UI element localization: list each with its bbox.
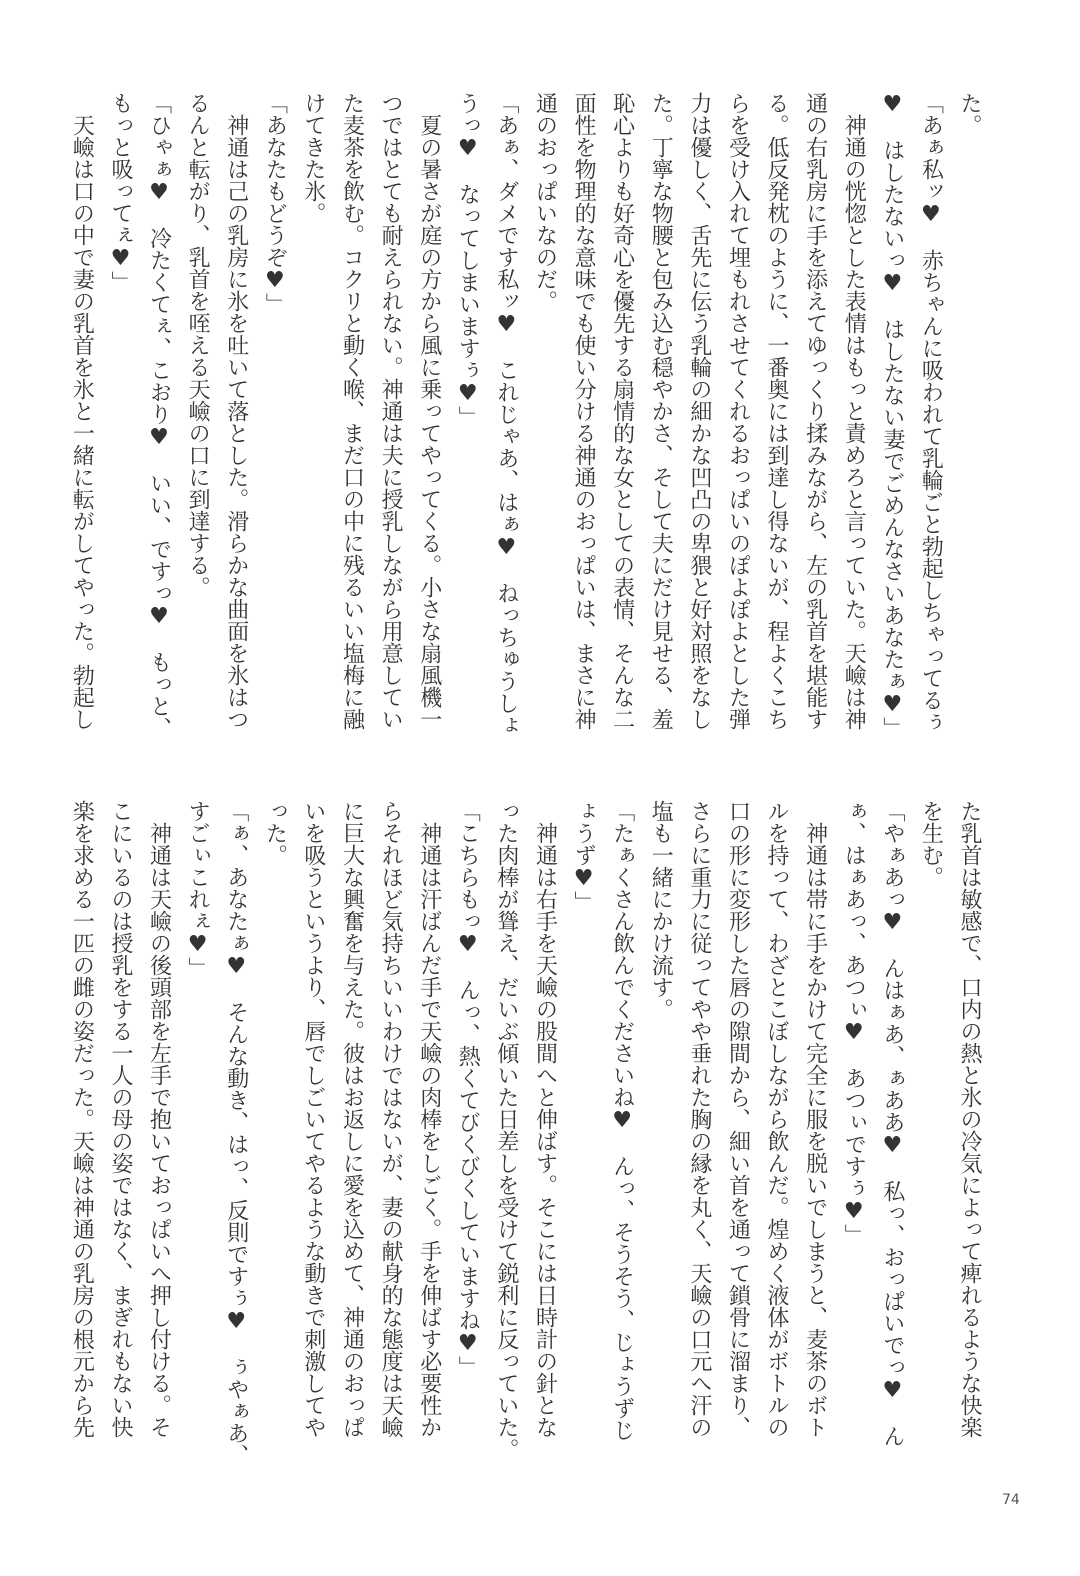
text-line: 神通は天嶮の後頭部を左手で抱いておっぱいへ押し付ける。そ: [146, 800, 172, 1438]
text-line: 「たぁくさん飲んでくださいね♥ んっ、そうそう、じょうずじ: [609, 800, 635, 1441]
text-line: 口の形に変形した唇の隙間から、細い首を通って鎖骨に溜まり、: [725, 800, 751, 1438]
text-block-upper: [62, 92, 988, 772]
text-line: 神通は汗ばんだ手で天嶮の肉棒をしごく。手を伸ばす必要性か: [416, 800, 442, 1438]
text-line: ♥ はしたないっ♥ はしたない妻でごめんなさいあなたぁ♥」: [879, 92, 905, 739]
text-line: 塩も一緒にかけ流す。: [648, 800, 674, 1020]
text-line: 「ぁ、あなたぁ♥ そんな動き、はっ、反則ですぅ♥ ぅやぁあ、: [223, 800, 249, 1466]
text-line: 「あぁ、ダメです私ッ♥ これじゃあ、はぁ♥ ねっちゅうしょ: [493, 92, 519, 736]
text-line: 通の右乳房に手を添えてゆっくり揉みながら、左の乳首を堪能す: [802, 92, 828, 730]
text-line: 「ひゃぁ♥ 冷たくてぇ、こおり♥ いい、ですっ♥ もっと、: [146, 92, 172, 739]
text-line: ルを持って、わざとこぼしながら飲んだ。煌めく液体がボトルの: [764, 800, 790, 1438]
text-line: らそれほど気持ちいいわけではないが、妻の献身的な態度は天嶮: [378, 800, 404, 1438]
text-line: ぁ、はぁあっ、あつぃ♥ あつぃですぅ♥」: [841, 800, 867, 1246]
text-line: 面性を物理的な意味でも使い分ける神通のおっぱいは、まさに神: [571, 92, 597, 730]
text-line: を生む。: [918, 800, 944, 888]
text-line: る。低反発枕のように、一番奥には到達し得ないが、程よくこち: [764, 92, 790, 730]
text-line: 通のおっぱいなのだ。: [532, 92, 558, 312]
text-line: に巨大な興奮を与えた。彼はお返しに愛を込めて、神通のおっぱ: [339, 800, 365, 1438]
text-line: 天嶮は口の中で妻の乳首を氷と一緒に転がしてやった。勃起し: [69, 92, 95, 730]
text-line: つではとても耐えられない。神通は夫に授乳しながら用意してい: [378, 92, 404, 730]
text-line: らを受け入れて埋もれさせてくれるおっぱいのぽよぽよとした弾: [725, 92, 751, 730]
text-line: 「こちらもっ♥ んっ、熱くてびくびくしていますね♥」: [455, 800, 481, 1378]
text-line: すごぃこれぇ♥」: [185, 800, 211, 979]
text-line: 「やぁあっ♥ んはぁあ、ぁああ♥ 私っ、おっぱいでっ♥ ん: [879, 800, 905, 1447]
text-line: 神通は右手を天嶮の股間へと伸ばす。そこには日時計の針とな: [532, 800, 558, 1438]
text-line: った肉棒が聳え、だいぶ傾いた日差しを受けて鋭利に反っていた。: [493, 800, 519, 1460]
text-line: た。: [957, 92, 982, 136]
text-line: った。: [262, 800, 288, 866]
text-line: 楽を求める一匹の雌の姿だった。天嶮は神通の乳房の根元から先: [69, 800, 95, 1438]
text-line: た麦茶を飲む。コクリと動く喉、まだ口の中に残るいい塩梅に融: [339, 92, 365, 730]
text-line: 力は優しく、舌先に伝う乳輪の細かな凹凸の卑猥と好対照をなし: [686, 92, 712, 730]
text-line: 夏の暑さが庭の方から風に乗ってやってくる。小さな扇風機一: [416, 92, 442, 730]
text-line: 神通は己の乳房に氷を吐いて落とした。滑らかな曲面を氷はつ: [223, 92, 249, 730]
text-line: もっと吸ってぇ♥」: [107, 92, 133, 293]
text-line: た乳首は敏感で、口内の熱と氷の冷気によって痺れるような快楽: [957, 800, 982, 1438]
text-line: た。丁寧な物腰と包み込む穏やかさ、そして夫にだけ見せる、羞: [648, 92, 674, 730]
text-line: 神通は帯に手をかけて完全に服を脱いでしまうと、麦茶のボト: [802, 800, 828, 1438]
text-line: ょうず♥」: [571, 800, 597, 913]
text-line: こにいるのは授乳をする一人の母の姿ではなく、まぎれもない快: [107, 800, 133, 1438]
text-line: けてきた氷。: [300, 92, 326, 224]
text-line: 「あぁ私ッ♥ 赤ちゃんに吸われて乳輪ごと勃起しちゃってるぅ: [918, 92, 944, 733]
page-number: 74: [1002, 1492, 1020, 1508]
text-line: 「あなたもどうぞ♥」: [262, 92, 288, 315]
text-line: うっ♥ なってしまいますぅ♥」: [455, 92, 481, 428]
text-line: いを吸うというより、唇でしごいてやるような動きで刺激してや: [300, 800, 326, 1438]
text-line: るんと転がり、乳首を咥える天嶮の口に到達する。: [185, 92, 211, 598]
text-line: さらに重力に従ってやや垂れた胸の縁を丸く、天嶮の口元へ汗の: [686, 800, 712, 1438]
text-block-lower: [62, 800, 988, 1480]
text-line: 恥心よりも好奇心を優先する扇情的な女としての表情、そんな二: [609, 92, 635, 730]
text-line: 神通の恍惚とした表情はもっと責めろと言っていた。天嶮は神: [841, 92, 867, 730]
